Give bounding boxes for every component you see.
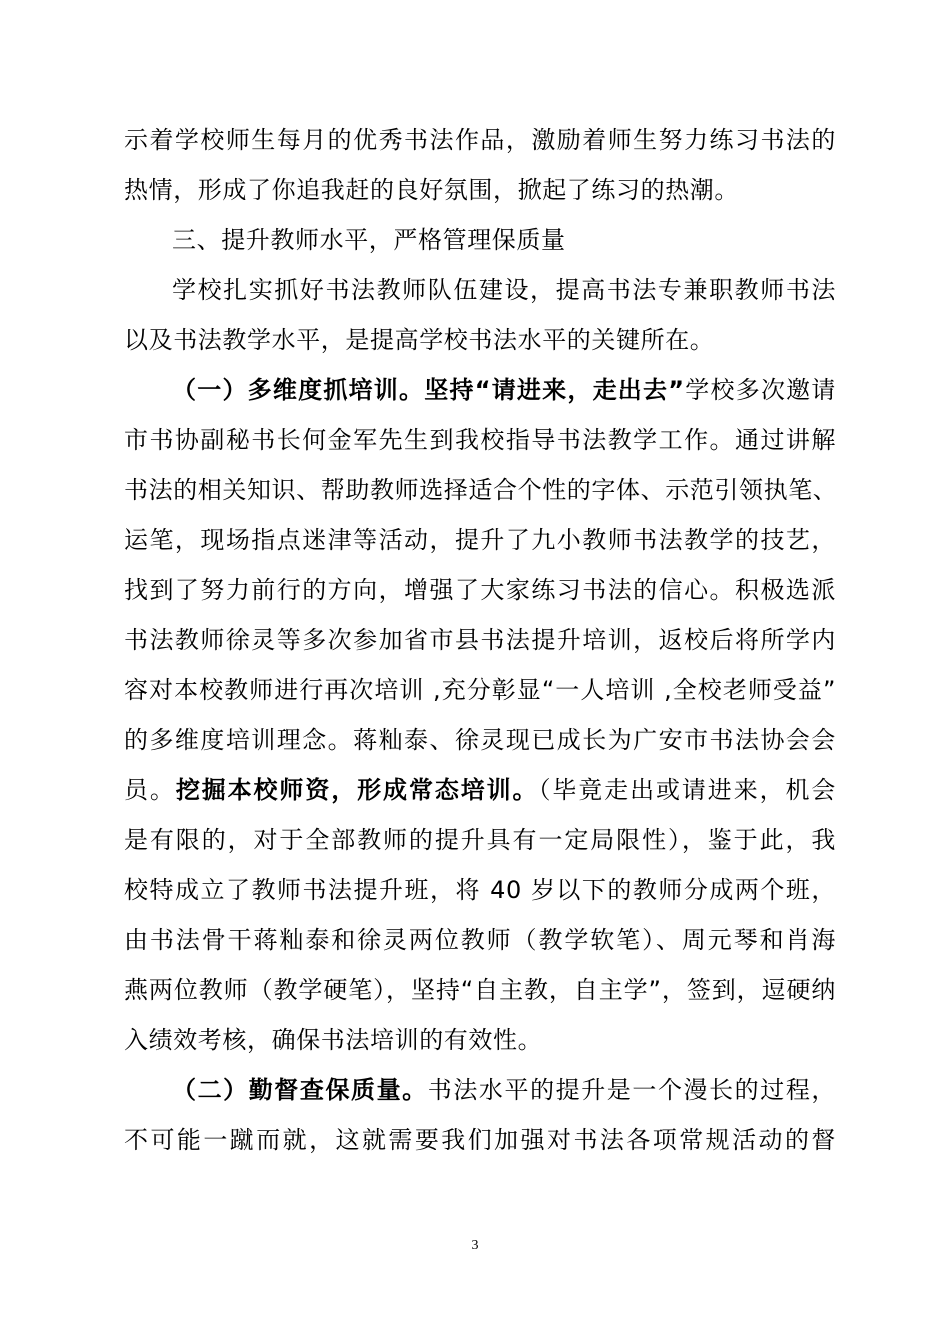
- text-line: [124, 326, 836, 354]
- text-segment: 学校扎实抓好书法教师队伍建设，提高书法专兼职教师书法: [172, 276, 836, 304]
- text-line: [172, 1076, 836, 1104]
- text-segment: 的多维度培训理念。蒋籼泰、徐灵现已成长为广安市书法协会会: [124, 726, 836, 754]
- page-number: 3: [471, 1238, 479, 1253]
- text-line: [124, 926, 836, 954]
- text-segment: 燕两位教师（教学硬笔），坚持“自主教，自主学”，签到，逗硬纳: [124, 976, 836, 1004]
- text-segment: 书法水平的提升是一个漫长的过程，: [427, 1076, 836, 1104]
- text-line: [172, 376, 836, 404]
- text-line: [124, 426, 836, 454]
- text-segment: 员。: [124, 776, 176, 804]
- text-segment: 入绩效考核，确保书法培训的有效性。: [124, 1026, 543, 1054]
- text-line: [124, 626, 836, 654]
- text-segment: 书法教师徐灵等多次参加省市县书法提升培训，返校后将所学内: [124, 626, 836, 654]
- text-segment: 三、提升教师水平，严格管理保质量: [172, 226, 566, 254]
- text-segment: 校特成立了教师书法提升班，将 40 岁以下的教师分成两个班，: [124, 876, 836, 904]
- text-line: [124, 676, 836, 704]
- text-line: [124, 726, 836, 754]
- text-segment: 是有限的，对于全部教师的提升具有一定局限性），鉴于此，我: [124, 826, 836, 854]
- text-segment: 市书协副秘书长何金军先生到我校指导书法教学工作。通过讲解: [124, 426, 836, 454]
- bold-heading-segment: （一）多维度抓培训。坚持“请进来，走出去”: [172, 376, 685, 404]
- bold-heading-segment: （二）勤督查保质量。: [172, 1076, 428, 1104]
- text-segment: 示着学校师生每月的优秀书法作品，激励着师生努力练习书法的: [124, 126, 836, 154]
- text-segment: 以及书法教学水平，是提高学校书法水平的关键所在。: [124, 326, 715, 354]
- text-line: [124, 126, 836, 154]
- text-line: [124, 976, 836, 1004]
- text-segment: 不可能一蹴而就，这就需要我们加强对书法各项常规活动的督: [124, 1126, 836, 1154]
- text-segment: 运笔，现场指点迷津等活动，提升了九小教师书法教学的技艺，: [124, 526, 836, 554]
- text-line: [124, 776, 836, 804]
- bold-heading-segment: 挖掘本校师资，形成常态培训。: [175, 776, 539, 804]
- text-segment: 找到了努力前行的方向，增强了大家练习书法的信心。积极选派: [124, 576, 836, 604]
- text-line: [124, 476, 836, 504]
- text-segment: （毕竟走出或请进来，机会: [538, 776, 837, 804]
- text-line: [124, 1126, 836, 1154]
- text-line: [124, 576, 836, 604]
- text-line: [124, 1026, 836, 1054]
- text-line: [124, 826, 836, 854]
- text-line: [124, 526, 836, 554]
- text-segment: 热情，形成了你追我赶的良好氛围，掀起了练习的热潮。: [124, 176, 739, 204]
- text-segment: 学校多次邀请: [684, 376, 836, 404]
- text-segment: 由书法骨干蒋籼泰和徐灵两位教师（教学软笔）、周元琴和肖海: [124, 926, 836, 954]
- text-segment: 书法的相关知识、帮助教师选择适合个性的字体、示范引领执笔、: [124, 476, 838, 504]
- text-line: [124, 876, 836, 904]
- section-heading: [172, 226, 884, 254]
- text-line: [172, 276, 836, 304]
- text-line: [124, 176, 836, 204]
- text-segment: 容对本校教师进行再次培训 ,充分彰显“一人培训 ,全校老师受益”: [124, 676, 836, 704]
